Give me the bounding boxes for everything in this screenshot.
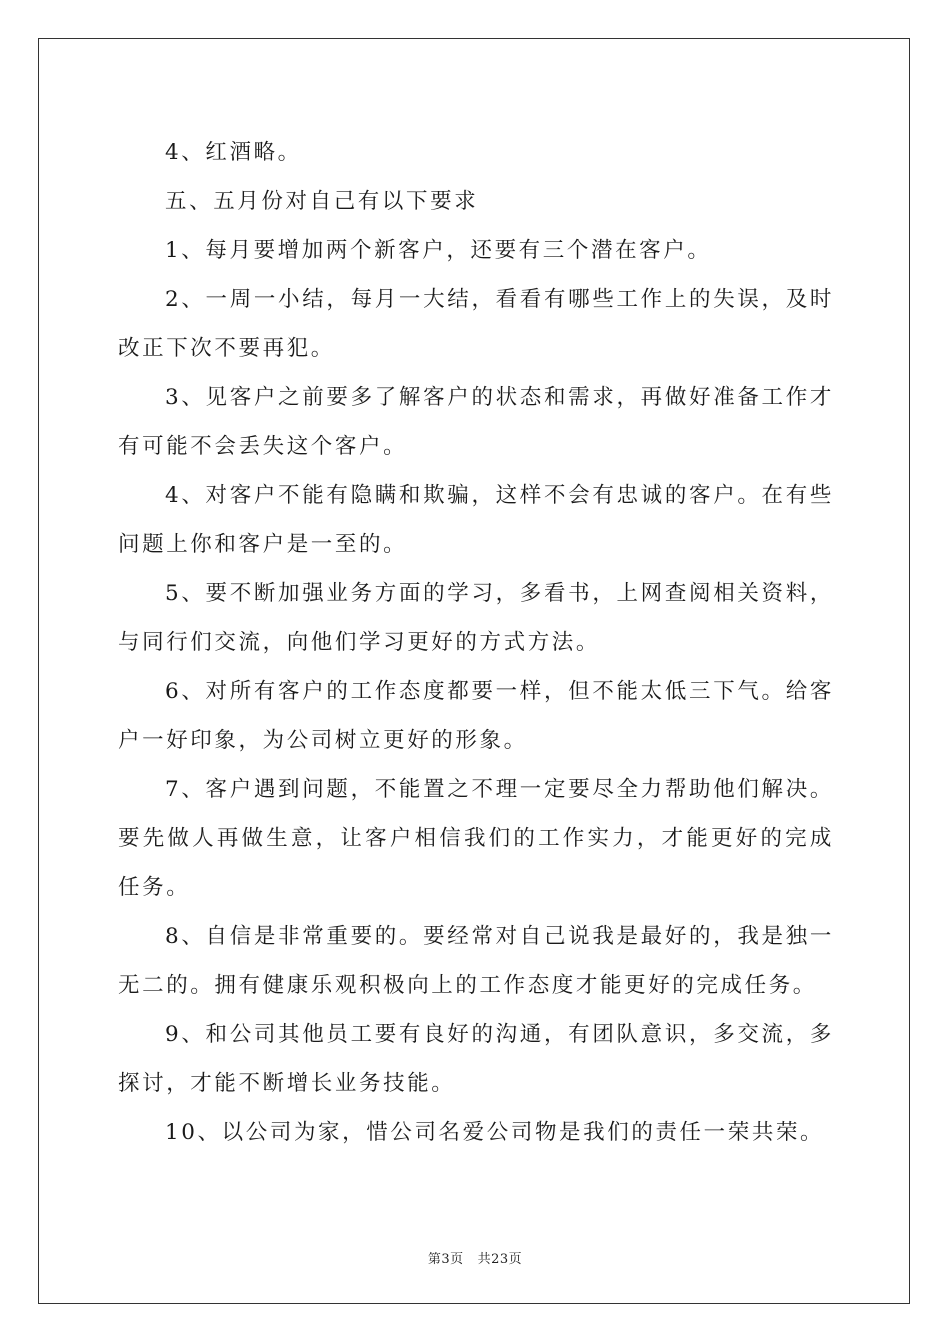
paragraph: 1、每月要增加两个新客户，还要有三个潜在客户。: [165, 238, 712, 263]
paragraph: 8、自信是非常重要的。要经常对自己说我是最好的，我是独一无二的。拥有健康乐观积极向上的工作态度才能更好的完成任务。: [118, 924, 834, 998]
paragraph: 6、对所有客户的工作态度都要一样，但不能太低三下气。给客户一好印象，为公司树立更好的形象。: [118, 679, 834, 753]
document-body: [118, 128, 834, 1157]
page-number: 第3页: [427, 1252, 464, 1267]
paragraph: 5、要不断加强业务方面的学习，多看书，上网查阅相关资料，与同行们交流，向他们学习更好的方式方法。: [118, 581, 834, 655]
paragraph: 2、一周一小结，每月一大结，看看有哪些工作上的失误，及时改正下次不要再犯。: [118, 287, 834, 361]
page-total: 共23页: [477, 1252, 523, 1267]
section-heading: 五、五月份对自己有以下要求: [165, 189, 479, 214]
paragraph: 4、红酒略。: [165, 140, 302, 165]
paragraph: 9、和公司其他员工要有良好的沟通，有团队意识，多交流，多探讨，才能不断增长业务技能。: [118, 1022, 834, 1096]
paragraph: 7、客户遇到问题，不能置之不理一定要尽全力帮助他们解决。要先做人再做生意，让客户相信我们的工作实力，才能更好的完成任务。: [118, 777, 834, 900]
paragraph: 10、以公司为家，惜公司名爱公司物是我们的责任一荣共荣。: [165, 1120, 825, 1145]
paragraph: 4、对客户不能有隐瞒和欺骗，这样不会有忠诚的客户。在有些问题上你和客户是一至的。: [118, 483, 834, 557]
page-footer: [0, 1248, 950, 1267]
paragraph: 3、见客户之前要多了解客户的状态和需求，再做好准备工作才有可能不会丢失这个客户。: [118, 385, 834, 459]
